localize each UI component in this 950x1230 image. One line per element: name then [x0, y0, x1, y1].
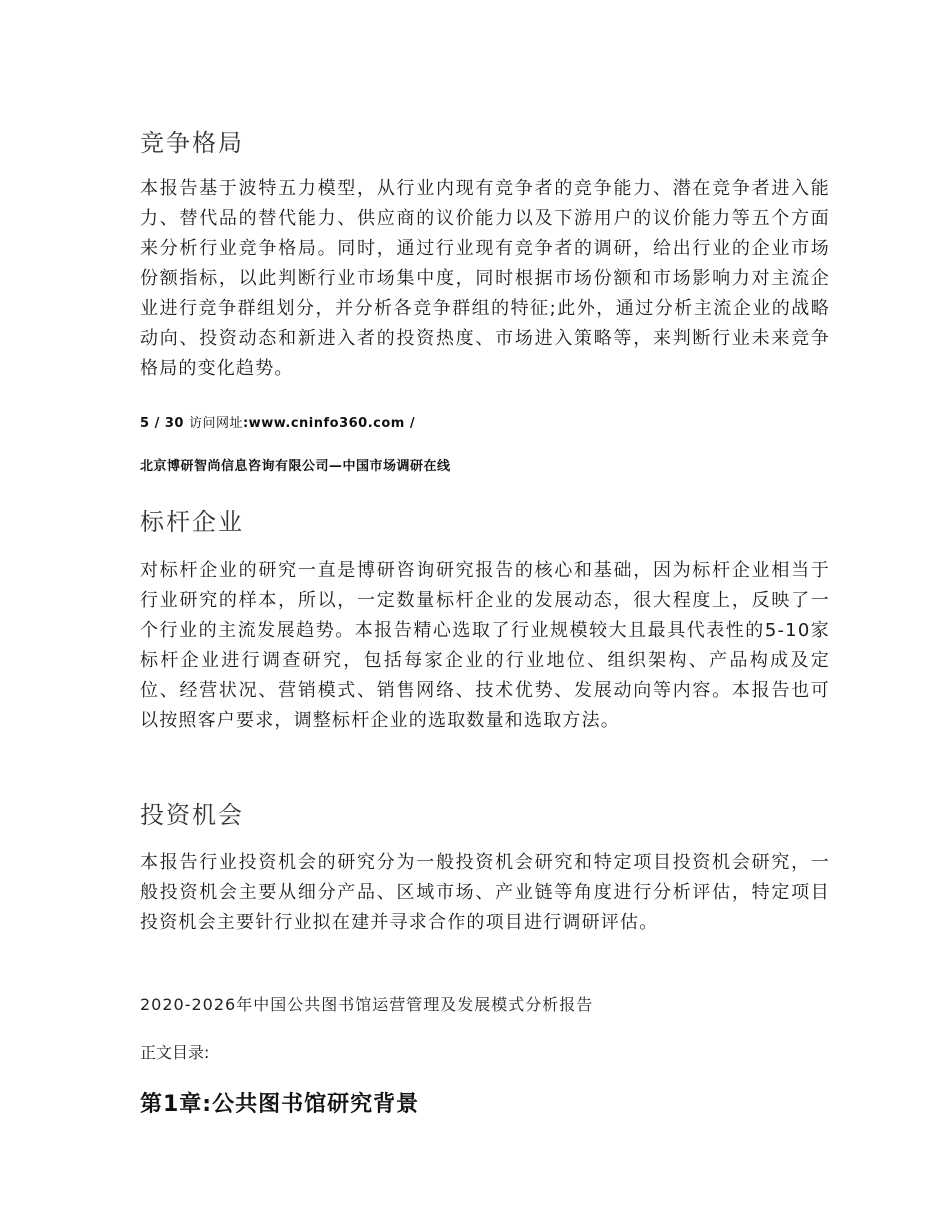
section-heading-competition: 竞争格局: [140, 129, 244, 157]
page-header-company: 北京博研智尚信息咨询有限公司—中国市场调研在线: [140, 459, 451, 474]
section-heading-benchmark: 标杆企业: [140, 508, 244, 536]
section-paragraph-investment: 本报告行业投资机会的研究分为一般投资机会研究和特定项目投资机会研究，一般投资机会主要从细分产品、区域市场、产业链等角度进行分析评估，特定项目投资机会主要针行业拟在建并寻求合作的项目进行调研评估。: [140, 852, 830, 933]
section-paragraph-competition: 本报告基于波特五力模型，从行业内现有竞争者的竞争能力、潜在竞争者进入能力、替代品的替代能力、供应商的议价能力以及下游用户的议价能力等五个方面来分析行业竞争格局。同时，通过行业现有竞争者的调研，给出行业的企业市场份额指标，以此判断行业市场集中度，同时根据市场份额和市场影响力对主流企业进行竞争群组划分，并分析各竞争群组的特征;此外，通过分析主流企业的战略动向、投资动态和新进入者的投资热度、市场进入策略等，来判断行业未来竞争格局的变化趋势。: [140, 178, 830, 379]
visit-label: 访问网址: [188, 416, 243, 431]
report-title: 2020-2026年中国公共图书馆运营管理及发展模式分析报告: [140, 995, 594, 1014]
section-heading-investment: 投资机会: [140, 801, 244, 829]
site-url[interactable]: :www.cninfo360.com /: [242, 416, 416, 431]
page-number: 5 / 30: [140, 416, 184, 431]
toc-label: 正文目录:: [140, 1043, 210, 1062]
section-paragraph-benchmark: 对标杆企业的研究一直是博研咨询研究报告的核心和基础，因为标杆企业相当于行业研究的样本，所以，一定数量标杆企业的发展动态，很大程度上，反映了一个行业的主流发展趋势。本报告精心选取了行业规模较大且最具代表性的5-10家标杆企业进行调查研究，包括每家企业的行业地位、组织架构、产品构成及定位、经营状况、营销模式、销售网络、技术优势、发展动向等内容。本报告也可以按照客户要求，调整标杆企业的选取数量和选取方法。: [140, 560, 830, 731]
chapter-title: 第1章:公共图书馆研究背景: [140, 1092, 420, 1117]
page-footer-url: [140, 412, 415, 431]
